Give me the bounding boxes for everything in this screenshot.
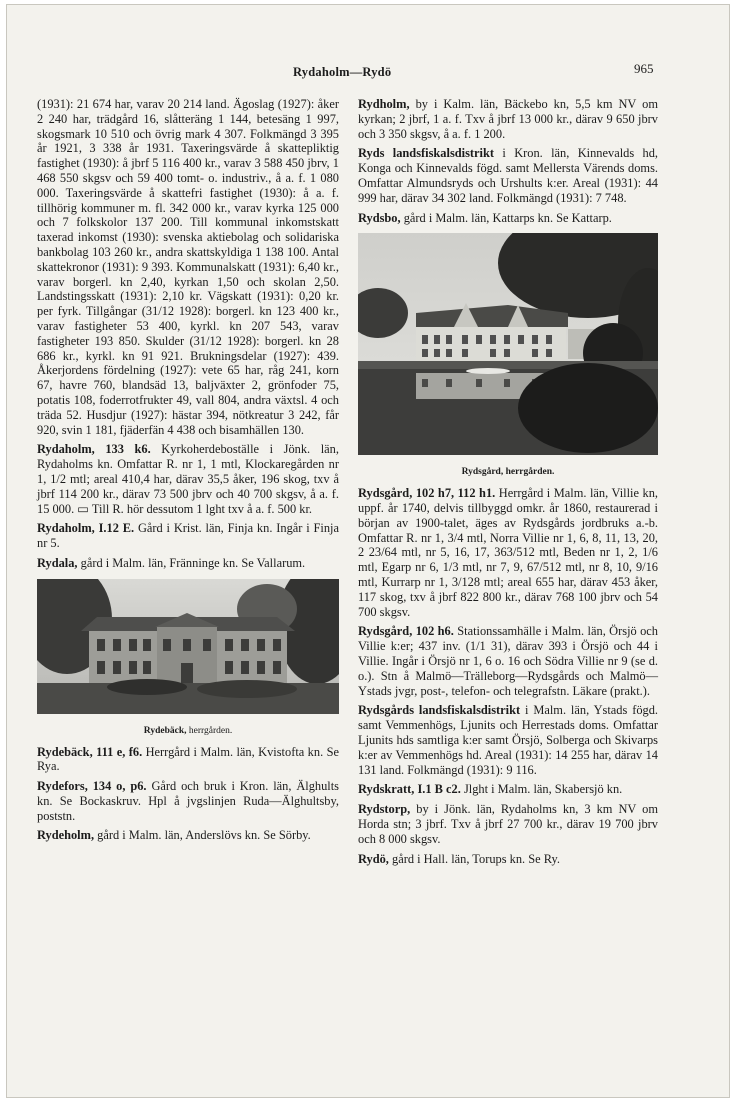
- entry-text: gård i Malm. län, Kattarps kn. Se Kattarp.: [403, 210, 612, 225]
- entry-rydsgards-landsfiskalsdistrikt: [358, 703, 658, 777]
- left-column: [37, 97, 339, 848]
- entry-text: Kyrkoherdeboställe i Jönk. län, Rydaholms kn. Omfattar R. nr 1, 1 mtl, Klockaregården nr 1, 1/2 mtl; areal 410,4 har, därav 35,5 åker, 196 skog, txv å jbrf 114 200 kr., därav 73 500 jbrv och 40 700 skgsv, å a. f. 15 000. ▭ Till R. hör dessutom 1 lght txv å a. f. 500 kr.: [37, 442, 339, 516]
- entry-text: Gård och bruk i Kron. län, Älghults kn. Se Bockaskruv. Hpl å jvgslinjen Ruda—Älghultsby, poststn.: [37, 779, 339, 823]
- entry-text: Stationssamhälle i Malm. län, Örsjö och Villie k:er; 437 inv. (1/1 31), därav 393 i Örsjö och 44 i Villie. Ingår i Örsjö nr 1, 6 o. 16 och Södra Villie nr 9 (se d. o.). Stn å Malmö—Trälleborg—Rydsgårds och Malmö—Ystads jvgr, post-, telefon- och telegrafstn. Läkare (prakt.).: [358, 624, 658, 698]
- entry-headword: Rydebäck, 111 e, f6.: [37, 744, 143, 759]
- entry-text: Gård i Krist. län, Finja kn. Ingår i Finja nr 5.: [37, 521, 339, 551]
- entry-rydo: [358, 852, 658, 867]
- entry-rydstorp: [358, 802, 658, 846]
- entry-text: gård i Malm. län, Fränninge kn. Se Vallarum.: [80, 555, 306, 570]
- running-title: Rydaholm—Rydö: [293, 65, 392, 79]
- entry-headword: Rydsbo,: [358, 210, 401, 225]
- entry-headword: Rydsgårds landsfiskalsdistrikt: [358, 703, 521, 718]
- entry-text: by i Kalm. län, Bäckebo kn, 5,5 km NV om kyrkan; 2 jbrf, 1 a. f. Txv å jbrf 13 000 kr., därav 9 650 jbrv och 3 350 skgsv, å a. f. 1 200.: [358, 97, 658, 141]
- rydsgard-figure: [358, 233, 658, 480]
- entry-headword: Rydö,: [358, 851, 389, 866]
- entry-headword: Rydsgård, 102 h7, 112 h1.: [358, 486, 496, 501]
- entry-headword: Rydaholm, I.12 E.: [37, 521, 135, 536]
- entry-rydholm: [358, 97, 658, 141]
- municipality-statistics-paragraph: (1931): 21 674 har, varav 20 214 land. Ägoslag (1927): åker 2 240 har, trädgård 16, slåtteräng 1 144, betesäng 1 997, skogsmark 10 510 och övrig mark 4 307. Folkmängd 3 395 år 1921, 3 338 år 1931. Taxeringsvärde å skattepliktig fastighet (1930): å jbrf 5 116 400 kr., varav 3 588 450 jbrv, 1 468 550 skgsv och 59 400 tomt- o. industriv., å a. f. 1 080 000. Taxeringsvärde å skattefri fastighet (1930): å a. f. tillhörig kommuner m. fl. 342 000 kr., varav kyrka 125 000 och 7 folkskolor 137 200. Till kommunal inkomstskatt taxerad inkomst (1930): svenska aktiebolag och solidariska bankbolag 103 260 kr., andra skattskyldiga 1 138 100. Antal skattekronor (1931): 9 393. Kommunalskatt (1931): 6,40 kr., varav borgerl. kn 2,40, kyrkan 1,50 och skolan 2,50. Landstingsskatt (1931): 2,10 kr. Vägskatt (1931): 0,20 kr. per fyrk. Tillgångar (31/12 1928): borgerl. kn 123 400 kr., varav fastigheter 53 400, kyrkl. kn 207 543, varav fastigheter 193 850. Skulder (31/12 1928): borgerl. kn 28 686 kr., kyrkl. kn 91 921. Brukningsdelar (1927): 439. Åkerjordens fördelning (1927): vete 65 har, råg 241, korn 67, havre 760, blandsäd 13, baljväxter 2, grönfoder 75, potatis 108, foderrotfrukter 49, vall 804, andra växtsl. 4 och träda 52. Husdjur (1927): hästar 394, nötkreatur 3 242, får 920, svin 1 181, fjäderfän 4 438 och bisamhällen 130.: [37, 97, 339, 437]
- entry-text: by i Jönk. län, Rydaholms kn, 3 km NV om Horda stn; 3 jbrf. Txv å jbrf 27 700 kr., därav 19 700 jbrv och 8 000 skgsv.: [358, 802, 658, 846]
- entry-rydskratt: [358, 782, 658, 797]
- entry-text: Jlght i Malm. län, Skabersjö kn.: [463, 782, 623, 797]
- entry-headword: Rydstorp,: [358, 802, 411, 817]
- entry-ryds-landsfiskalsdistrikt: [358, 146, 658, 205]
- page-header: [7, 61, 729, 83]
- entry-rydaholm-1: [37, 442, 339, 516]
- entry-headword: Rydholm,: [358, 97, 410, 111]
- entry-rydefors: [37, 779, 339, 823]
- entry-rydsbo: [358, 211, 658, 226]
- rydsgard-caption: Rydsgård, herrgården.: [461, 467, 555, 478]
- entry-rydaholm-2: [37, 521, 339, 551]
- entry-headword: Rydsgård, 102 h6.: [358, 624, 454, 639]
- entry-rydeholm: [37, 828, 339, 843]
- rydeback-caption: Rydebäck, herrgården.: [143, 725, 233, 736]
- encyclopedia-page: [6, 4, 730, 1098]
- entry-rydsgard-station: [358, 624, 658, 698]
- entry-headword: Rydeholm,: [37, 828, 95, 843]
- entry-text: gård i Malm. län, Anderslövs kn. Se Sörby.: [97, 828, 311, 843]
- entry-text: Herrgård i Malm. län, Kvistofta kn. Se Rya.: [37, 744, 339, 774]
- rydeback-figure: [37, 579, 339, 739]
- entry-text: gård i Hall. län, Torups kn. Se Ry.: [392, 851, 560, 866]
- right-column: [358, 97, 658, 871]
- entry-text: i Kron. län, Kinnevalds hd, Konga och Kinnevalds fögd. samt Mellersta Värends doms. Omfattar Almundsryds och Urshults k:er. Areal (1931): 44 999 har, därav 34 302 land. Folkmängd (1931): 7 748.: [358, 146, 658, 205]
- rydsgard-manor-photo: [358, 233, 658, 455]
- entry-rydeback: [37, 745, 339, 775]
- entry-headword: Rydskratt, I.1 B c2.: [358, 782, 461, 797]
- entry-headword: Ryds landsfiskalsdistrikt: [358, 146, 495, 161]
- entry-headword: Rydefors, 134 o, p6.: [37, 779, 147, 794]
- entry-headword: Rydala,: [37, 555, 78, 570]
- rydeback-manor-photo: [37, 579, 339, 714]
- entry-rydsgard-herrgard: [358, 486, 658, 619]
- entry-text: Herrgård i Malm. län, Villie kn, uppf. år 1740, delvis tillbyggd omkr. år 1860, restaurerad i början av 1900-talet, äges av Rydsgårds jordbruks a.-b. Omfattar R. nr 1, 3/4 mtl, Norra Villie nr 1, 6, 8, 11, 13, 20, 2 23/64 mtl, nr 5, 16, 17, 363/512 mtl, Beden nr 1, 2, 1/6 mtl, Egarp nr 6, 1/3 mtl, nr 7, 9, 67/512 mtl, nr 8, 10, 9/16 mtl, Kurrarp nr 1, 3/128 mtl; areal 655 har, därav 453 åker, 117 skog, txv å jbrf 822 800 kr., därav 768 100 jbrv och 54 700 skgsv.: [358, 486, 658, 619]
- entry-rydala: [37, 556, 339, 571]
- page-number: 965: [634, 61, 654, 76]
- entry-text: i Malm. län, Ystads fögd. samt Vemmenhögs, Ljunits och Herrestads doms. Omfattar Ljunits hds samtliga k:er samt Örsjö, Solberga och Skivarps k:er av Vemmenhögs hd. Areal (1931): 14 255 har, därav 14 131 land. Folkmängd (1931): 9 116.: [358, 703, 658, 777]
- entry-headword: Rydaholm, 133 k6.: [37, 442, 151, 457]
